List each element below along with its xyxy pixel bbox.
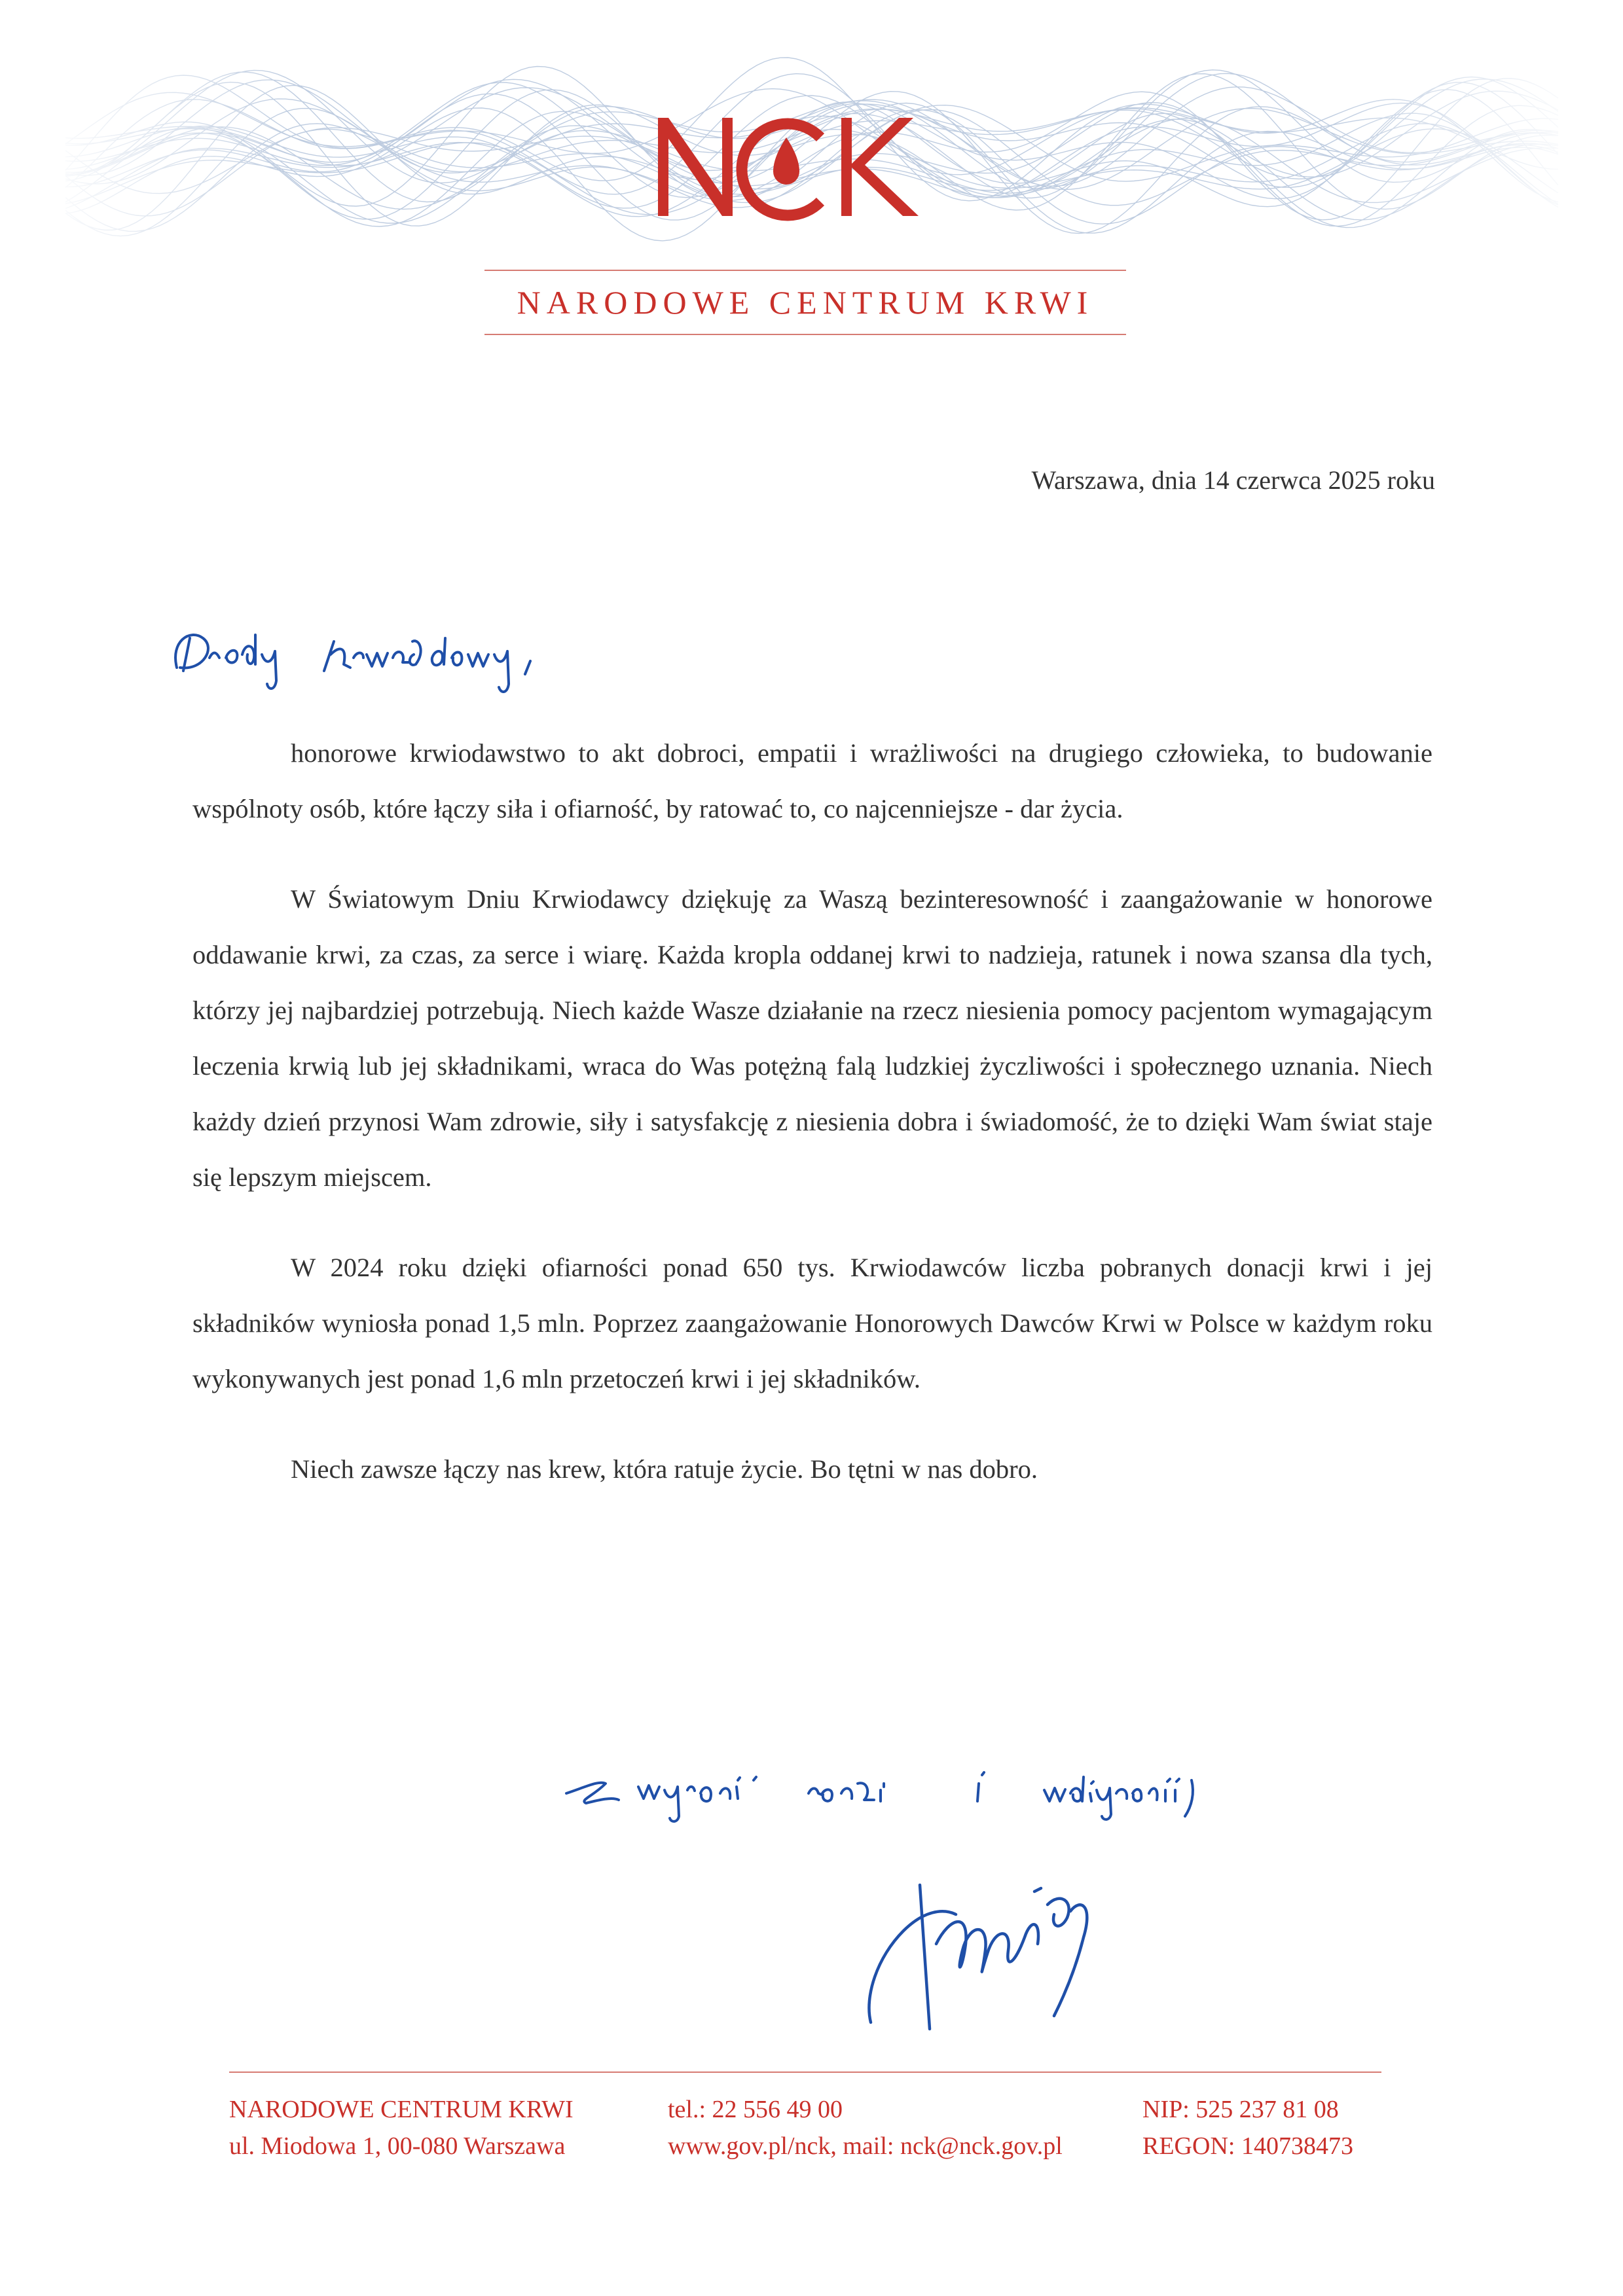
- footer-contact-block: [668, 2091, 1063, 2164]
- footer-org-name: NARODOWE CENTRUM KRWI: [229, 2096, 574, 2123]
- footer-regon: REGON: 140738473: [1142, 2132, 1353, 2160]
- handwritten-closing: [560, 1741, 1280, 1826]
- paragraph-1: honorowe krwiodawstwo to akt dobroci, empatii i wrażliwości na drugiego człowieka, to budowanie wspólnoty osób, które łączy siła i ofiarność, by ratować to, co najcenniejsze - dar życia.: [192, 738, 1432, 823]
- signature: [858, 1865, 1159, 2036]
- letter-body: [192, 725, 1432, 1532]
- paragraph-2: W Światowym Dniu Krwiodawcy dziękuję za Waszą bezinteresowność i zaangażowanie w honorowe oddawanie krwi, za czas, za serce i wiarę. Każda kropla oddanej krwi to nadzieja, ratunek i nowa szansa dla tych, którzy jej najbardziej potrzebują. Niech każde Wasze działanie na rzecz niesienia pomocy pacjentom wymagającym leczenia krwią lub jej składnikami, wraca do Was potężną falą ludzkiej życzliwości i społecznego uznania. Niech każdy dzień przynosi Wam zdrowie, siły i satysfakcję z niesienia dobra i świadomość, że to dzięki Wam świat staje się lepszym miejscem.: [192, 884, 1432, 1192]
- nck-logo: [651, 111, 939, 223]
- footer-address: ul. Miodowa 1, 00-080 Warszawa: [229, 2132, 566, 2160]
- letter-date: Warszawa, dnia 14 czerwca 2025 roku: [1031, 465, 1435, 495]
- organization-name: NARODOWE CENTRUM KRWI: [484, 270, 1126, 335]
- footer-nip: NIP: 525 237 81 08: [1142, 2096, 1339, 2123]
- footer-divider: [229, 2072, 1381, 2073]
- footer-address-block: [229, 2091, 574, 2164]
- paragraph-4: Niech zawsze łączy nas krew, która ratuje życie. Bo tętni w nas dobro.: [291, 1454, 1038, 1484]
- paragraph-3: W 2024 roku dzięki ofiarności ponad 650 tys. Krwiodawców liczba pobranych donacji krwi i jej składników wyniosła ponad 1,5 mln. Poprzez zaangażowanie Honorowych Dawców Krwi w Polsce w każdym roku wykonywanych jest ponad 1,6 mln przetoczeń krwi i jej składników.: [192, 1253, 1432, 1393]
- handwritten-salutation: [164, 602, 570, 700]
- footer-registry-block: [1142, 2091, 1353, 2164]
- footer-web-mail[interactable]: www.gov.pl/nck, mail: nck@nck.gov.pl: [668, 2132, 1063, 2160]
- footer-phone: tel.: 22 556 49 00: [668, 2096, 843, 2123]
